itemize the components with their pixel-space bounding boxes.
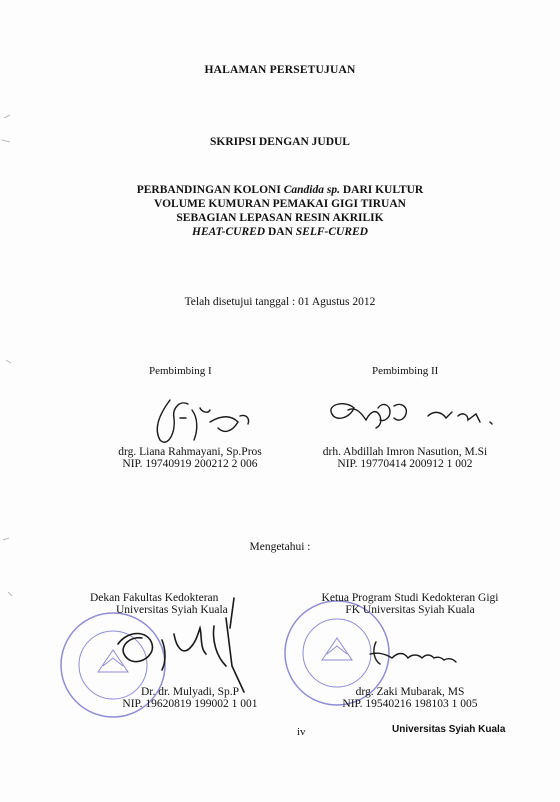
acknowledged-label: Mengetahui : (249, 541, 311, 553)
official-1-name: Dr. dr. Mulyadi, Sp.P (140, 686, 240, 698)
supervisor-1-role: Pembimbing I (149, 365, 212, 377)
official-2-title-line2: FK Universitas Syiah Kuala (345, 604, 475, 616)
official-2-title (290, 592, 530, 616)
official-1-signature (108, 596, 248, 692)
official-1-title-line1: Dekan Fakultas Kedokteran (90, 592, 219, 604)
approval-date: Telah disetujui tanggal : 01 Agustus 2012 (184, 296, 376, 308)
supervisor-2-signature (318, 396, 518, 436)
official-2-nip: NIP. 19540216 198103 1 005 (342, 698, 478, 710)
supervisor-1-name: drg. Liana Rahmayani, Sp.Pros (118, 446, 262, 458)
official-1-nip: NIP. 19620819 199002 1 001 (122, 698, 258, 710)
thesis-subheading: SKRIPSI DENGAN JUDUL (210, 136, 350, 148)
supervisor-2-block (300, 446, 510, 470)
official-2-signature (368, 636, 468, 676)
official-2-title-line1: Ketua Program Studi Kedokteran Gigi (321, 592, 499, 604)
page-heading: HALAMAN PERSETUJUAN (204, 64, 356, 76)
official-2-name: drg. Zaki Mubarak, MS (355, 686, 465, 698)
official-1-block (90, 686, 290, 710)
supervisor-2-name: drh. Abdillah Imron Nasution, M.Si (322, 446, 488, 458)
official-2-block (310, 686, 510, 710)
supervisor-2-role: Pembimbing II (372, 365, 439, 377)
supervisor-1-block (100, 446, 280, 470)
page-number: iv (297, 726, 306, 738)
official-1-title-line2: Universitas Syiah Kuala (116, 604, 228, 616)
supervisor-1-nip: NIP. 19740919 200212 2 006 (122, 458, 258, 470)
footer-institution: Universitas Syiah Kuala (392, 724, 506, 735)
supervisor-2-nip: NIP. 19770414 200912 1 002 (337, 458, 473, 470)
thesis-title: PERBANDINGAN KOLONI Candida sp. DARI KULTUR VOLUME KUMURAN PEMAKAI GIGI TIRUAN SEBAGIAN LEPASAN RESIN AKRILIK HEAT-CURED DAN SELF-CURED (136, 184, 424, 238)
